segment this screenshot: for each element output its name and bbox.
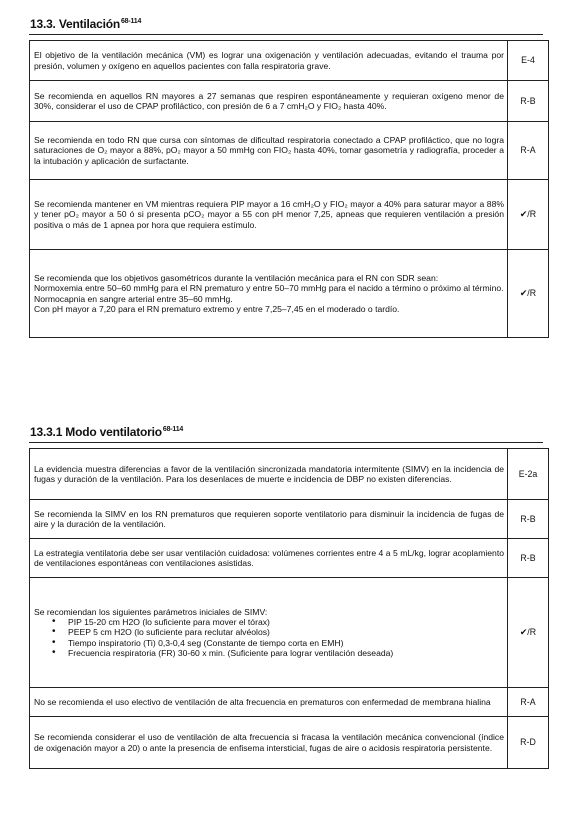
recommendation-text xyxy=(30,449,508,500)
table-row xyxy=(30,717,549,769)
recommendation-paragraph: Normoxemia entre 50–60 mmHg para el RN prematuro y entre 50–70 mmHg para el nacido a término o próximo al término. xyxy=(34,283,504,294)
table-row xyxy=(30,500,549,539)
recommendation-paragraph: Se recomiendan los siguientes parámetros iniciales de SIMV: xyxy=(34,606,268,617)
list-item: • PEEP 5 cm H2O (lo suficiente para reclutar alvéolos) xyxy=(68,627,504,637)
evidence-grade: R-B xyxy=(508,539,549,578)
table-row xyxy=(30,122,549,180)
recommendation-text xyxy=(30,250,508,338)
table-row xyxy=(30,688,549,717)
recommendation-paragraph: No se recomienda el uso electivo de ventilación de alta frecuencia en prematuros con enfermedad de membrana hialina xyxy=(34,696,491,707)
recommendations-table-modo-ventilatorio xyxy=(29,448,549,769)
table-row xyxy=(30,449,549,500)
evidence-grade: R-D xyxy=(508,717,549,769)
section-title-rule xyxy=(29,34,543,35)
recommendation-paragraph: Se recomienda en aquellos RN mayores a 27 semanas que respiren espontáneamente y requieran oxígeno menor de 30%, considerar el uso de CPAP profiláctico, con presión de 6 a 7 cmH₂O y FIO₂ hasta 40%. xyxy=(34,90,504,111)
section-title-refs: 68-114 xyxy=(120,18,142,25)
evidence-grade: ✔/R xyxy=(508,180,549,250)
table-row xyxy=(30,539,549,578)
evidence-grade: ✔/R xyxy=(508,250,549,338)
evidence-grade: R-A xyxy=(508,122,549,180)
recommendation-paragraph: Se recomienda la SIMV en los RN prematuros que requieren soporte ventilatorio para disminuir la incidencia de fugas de aire y la duración de la ventilación. xyxy=(34,508,504,529)
evidence-grade: R-B xyxy=(508,500,549,539)
recommendation-text xyxy=(30,41,508,81)
section-title-text: 13.3. Ventilación xyxy=(30,17,120,31)
recommendation-paragraph: La evidencia muestra diferencias a favor de la ventilación sincronizada mandatoria intermitente (SIMV) en la incidencia de fugas y duración de la ventilación. Para los desenlaces de muerte e incidencia de DBP no existen diferencias. xyxy=(34,463,504,484)
section-title-refs: 68-114 xyxy=(162,426,184,433)
evidence-grade: ✔/R xyxy=(508,578,549,688)
recommendation-text xyxy=(30,539,508,578)
table-row xyxy=(30,41,549,81)
section-title-text: 13.3.1 Modo ventilatorio xyxy=(30,425,162,439)
recommendation-paragraph: Con pH mayor a 7,20 para el RN prematuro extremo y entre 7,25–7,45 en el moderado o tardío. xyxy=(34,303,400,314)
recommendation-paragraph: Se recomienda considerar el uso de ventilación de alta frecuencia si fracasa la ventilación mecánica convencional (índice de oxigenación mayor a 20) o ante la presencia de enfisema intersticial, fugas de aire o acidosis respiratoria persistente. xyxy=(34,732,504,753)
recommendation-paragraph: Se recomienda que los objetivos gasométricos durante la ventilación mecánica para el RN con SDR sean: xyxy=(34,273,439,284)
evidence-grade: R-A xyxy=(508,688,549,717)
recommendation-text xyxy=(30,122,508,180)
recommendation-paragraph: El objetivo de la ventilación mecánica (VM) es lograr una oxigenación y ventilación adecuadas, evitando el trauma por presión, volumen y oxígeno en aquellos pacientes con falla respiratoria grave. xyxy=(34,50,504,71)
recommendation-text xyxy=(30,81,508,122)
recommendation-paragraph: Se recomienda en todo RN que cursa con síntomas de dificultad respiratoria conectado a CPAP profiláctico, que no logra saturaciones de O₂ mayor a 88%, pO₂ mayor a 50 mmHg con FIO₂ hasta 40%, tomar gasometría y radiografía, proceder a la intubación y aplicación de surfactante. xyxy=(34,135,504,166)
recommendation-text xyxy=(30,180,508,250)
recommendations-table-ventilacion xyxy=(29,40,549,338)
evidence-grade: R-B xyxy=(508,81,549,122)
list-item: • PIP 15-20 cm H2O (lo suficiente para mover el tórax) xyxy=(68,617,504,627)
list-item: • Frecuencia respiratoria (FR) 30-60 x min. (Suficiente para lograr ventilación deseada) xyxy=(68,648,504,658)
recommendation-paragraph: La estrategia ventilatoria debe ser usar ventilación cuidadosa: volúmenes corrientes entre 4 a 5 mL/kg, lograr acoplamiento de ventilaciones espontáneas con ventilaciones asistidas. xyxy=(34,547,504,568)
table-row xyxy=(30,81,549,122)
section-title-ventilacion xyxy=(30,17,141,31)
table-row xyxy=(30,578,549,688)
section-title-rule xyxy=(29,442,543,443)
recommendation-text xyxy=(30,717,508,769)
recommendation-text xyxy=(30,688,508,717)
recommendation-text xyxy=(30,578,508,688)
section-title-modo-ventilatorio xyxy=(30,425,183,439)
evidence-grade: E-4 xyxy=(508,41,549,81)
table-row xyxy=(30,250,549,338)
parameter-list xyxy=(34,617,504,658)
recommendation-text xyxy=(30,500,508,539)
recommendation-paragraph: Se recomienda mantener en VM mientras requiera PIP mayor a 16 cmH₂O y FIO₂ mayor a 40% para saturar mayor a 88% y tener pO₂ mayor a 50 ó si presenta pCO₂ mayor a 55 con pH menor 7,25, apneas que requieren ventilación a presión positiva o más de 1 apnea por hora que requiera estímulo. xyxy=(34,199,504,230)
table-row xyxy=(30,180,549,250)
evidence-grade: E-2a xyxy=(508,449,549,500)
list-item: • Tiempo inspiratorio (Ti) 0,3-0,4 seg (Constante de tiempo corta en EMH) xyxy=(68,638,504,648)
recommendation-paragraph: Normocapnia en sangre arterial entre 35–60 mmHg. xyxy=(34,293,233,304)
